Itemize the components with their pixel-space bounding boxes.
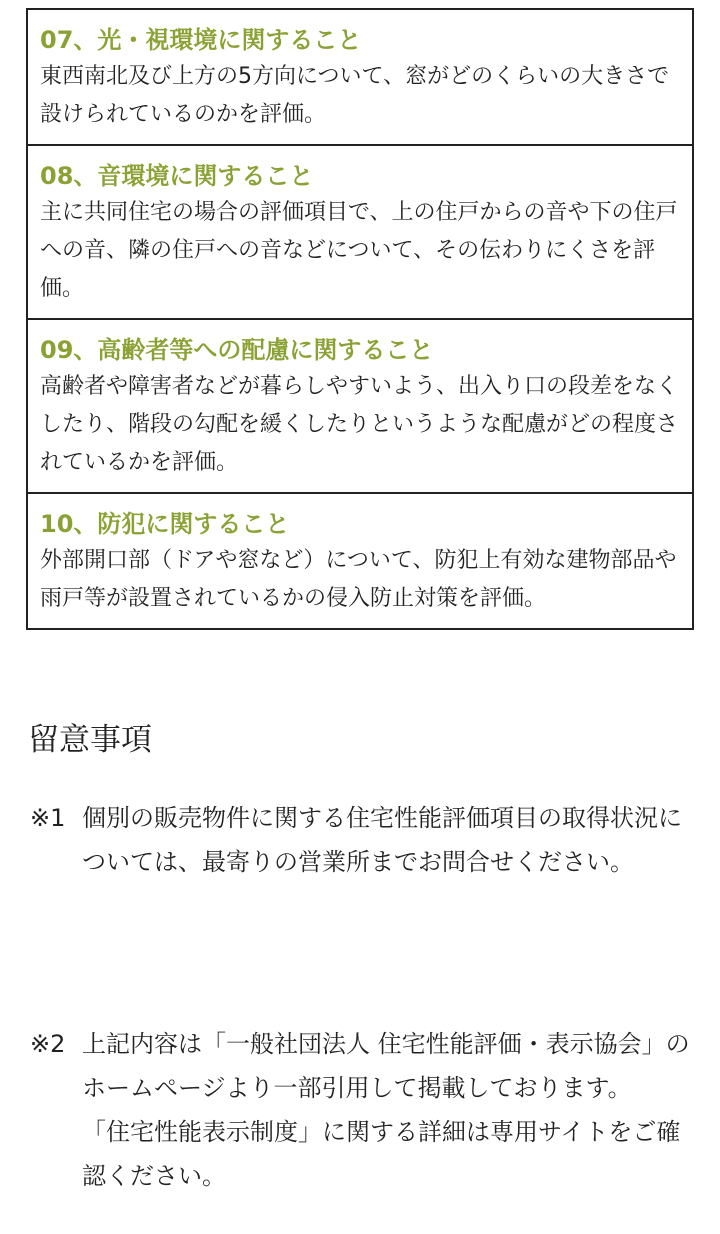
evaluation-item-08 <box>28 146 692 320</box>
item-title: 07、光・視環境に関すること <box>40 26 362 54</box>
item-description: 東西南北及び上方の5方向について、窓がどのくらいの大きさで設けられているのかを評価。 <box>40 64 670 127</box>
note-paragraph: 上記内容は「一般社団法人 住宅性能評価・表示協会」のホームページより一部引用して掲載しております。 <box>82 1030 690 1102</box>
note-mark: ※2 <box>30 1030 66 1058</box>
note-mark: ※1 <box>30 804 66 832</box>
evaluation-item-07 <box>28 10 692 146</box>
item-description: 主に共同住宅の場合の評価項目で、上の住戸からの音や下の住戸への音、隣の住戸への音などについて、その伝わりにくさを評価。 <box>40 200 678 301</box>
note-2 <box>30 1022 700 1198</box>
evaluation-item-10 <box>28 494 692 628</box>
note-paragraph: 「住宅性能表示制度」に関する詳細は専用サイトをご確認ください。 <box>82 1118 681 1190</box>
evaluation-item-09 <box>28 320 692 494</box>
note-body <box>82 1022 700 1198</box>
item-title: 10、防犯に関すること <box>40 510 290 538</box>
item-description: 外部開口部（ドアや窓など）について、防犯上有効な建物部品や雨戸等が設置されているかの侵入防止対策を評価。 <box>40 548 677 611</box>
evaluation-items-table <box>26 8 694 630</box>
note-paragraph: 個別の販売物件に関する住宅性能評価項目の取得状況については、最寄りの営業所までお問合せください。 <box>82 804 682 876</box>
item-description: 高齢者や障害者などが暮らしやすいよう、出入り口の段差をなくしたり、階段の勾配を緩くしたりというような配慮がどの程度されているかを評価。 <box>40 374 679 475</box>
item-title: 09、高齢者等への配慮に関すること <box>40 336 434 364</box>
notes-heading: 留意事項 <box>28 722 152 758</box>
note-1 <box>30 796 700 884</box>
item-title: 08、音環境に関すること <box>40 162 314 190</box>
note-body <box>82 796 700 884</box>
